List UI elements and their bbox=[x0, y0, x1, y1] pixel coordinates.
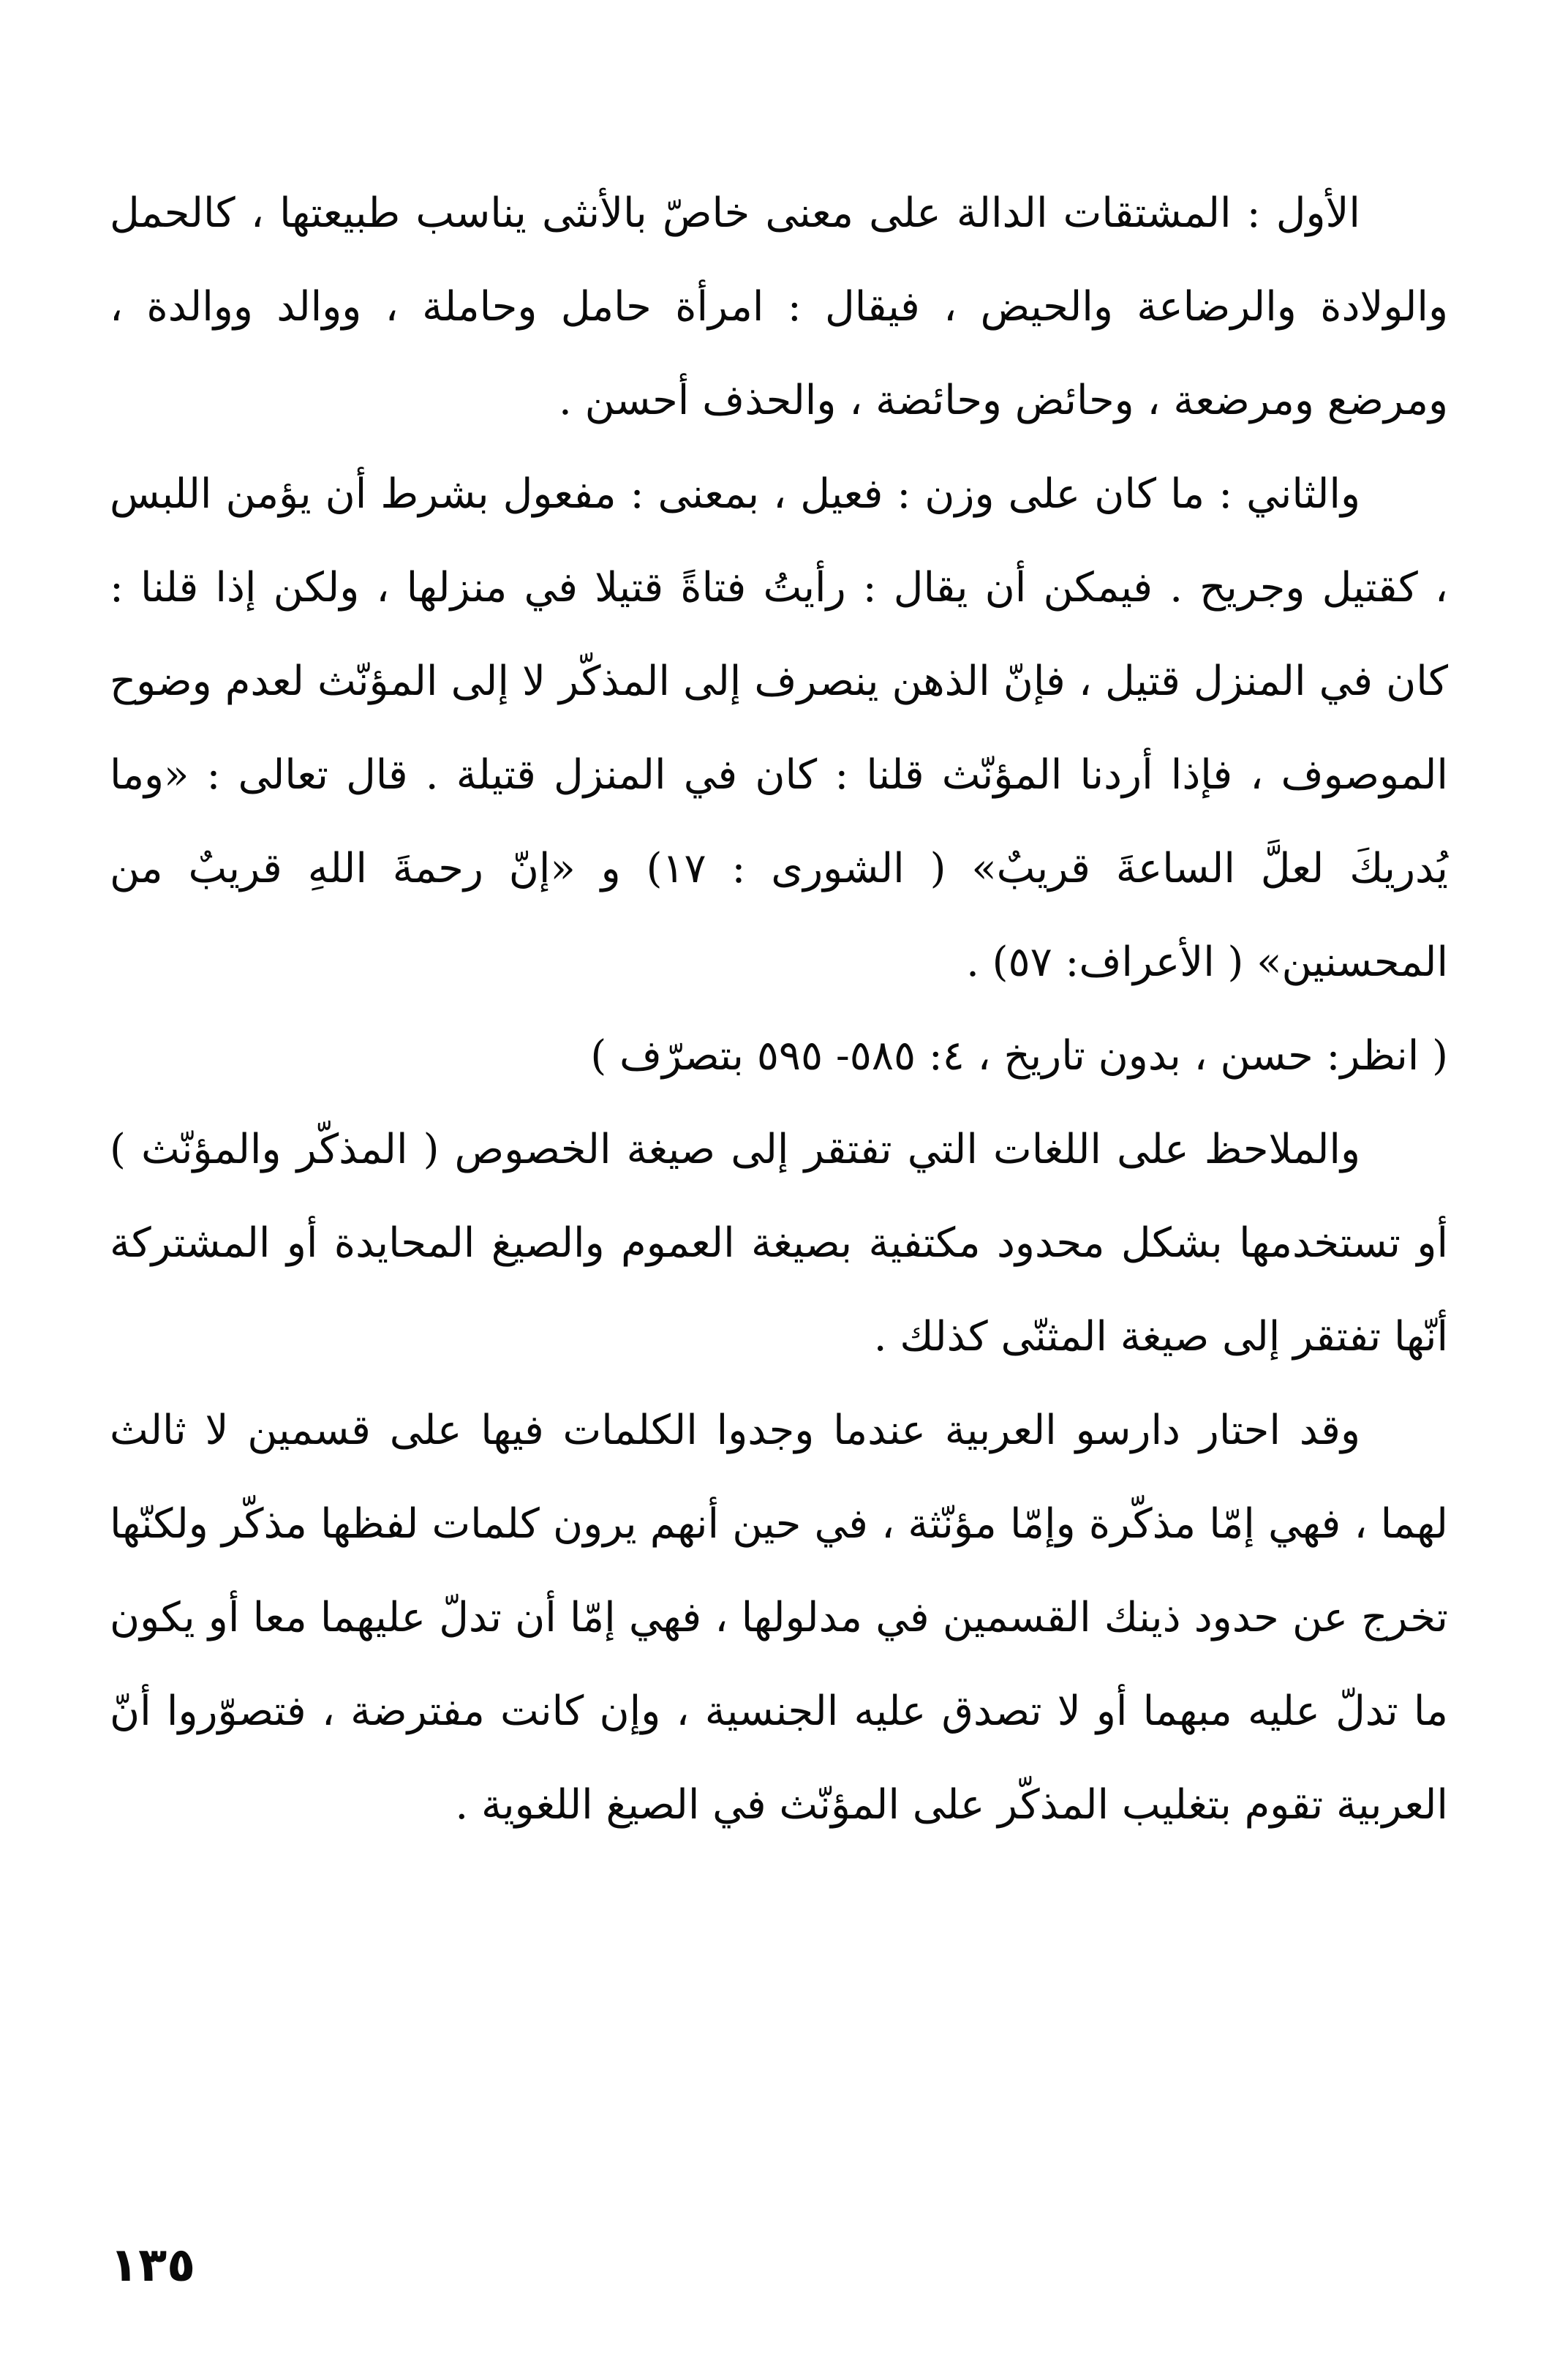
citation: ( انظر: حسن ، بدون تاريخ ، ٤: ٥٨٥- ٥٩٥ بتصرّف ) bbox=[590, 1032, 1448, 1080]
paragraph-fourth: وقد احتار دارسو العربية عندما وجدوا الكلمات فيها على قسمين لا ثالث لهما ، فهي إمّا مذكّرة وإمّا مؤنّثة ، في حين أنهم يرون كلمات لفظها مذكّر ولكنّها تخرج عن حدود ذينك القسمين في مدلولها ، فهي إمّا أن تدلّ عليهما معا أو يكون ما تدلّ عليه مبهما أو لا تصدق عليه الجنسية ، وإن كانت مفترضة ، فتصوّروا أنّ العربية تقوم بتغليب المذكّر على المؤنّث في الصيغ اللغوية . bbox=[110, 1407, 1448, 1829]
body-text bbox=[110, 167, 1448, 1852]
paragraph-second: والثاني : ما كان على وزن : فعيل ، بمعنى : مفعول بشرط أن يؤمن اللبس ، كقتيل وجريح . فيمكن أن يقال : رأيتُ فتاةً قتيلا في منزلها ، ولكن إذا قلنا : كان في المنزل قتيل ، فإنّ الذهن ينصرف إلى المذكّر لا إلى المؤنّث لعدم وضوح الموصوف ، فإذا أردنا المؤنّث قلنا : كان في المنزل قتيلة . قال تعالى : «وما يُدريكَ لعلَّ الساعةَ قريبٌ» ( الشورى : ١٧) و «إنّ رحمةَ اللهِ قريبٌ من المحسنين» ( الأعراف: ٥٧) . bbox=[110, 470, 1449, 986]
paragraph-third: والملاحظ على اللغات التي تفتقر إلى صيغة الخصوص ( المذكّر والمؤنّث ) أو تستخدمها بشكل محدود مكتفية بصيغة العموم والصيغ المحايدة أو المشتركة أنّها تفتقر إلى صيغة المثنّى كذلك . bbox=[110, 1126, 1449, 1361]
paragraph-first: الأول : المشتقات الدالة على معنى خاصّ بالأنثى يناسب طبيعتها ، كالحمل والولادة والرضاعة والحيض ، فيقال : امرأة حامل وحاملة ، ووالد ووالدة ، ومرضع ومرضعة ، وحائض وحائضة ، والحذف أحسن . bbox=[110, 189, 1448, 424]
page-number: ١٣٥ bbox=[110, 2238, 196, 2292]
